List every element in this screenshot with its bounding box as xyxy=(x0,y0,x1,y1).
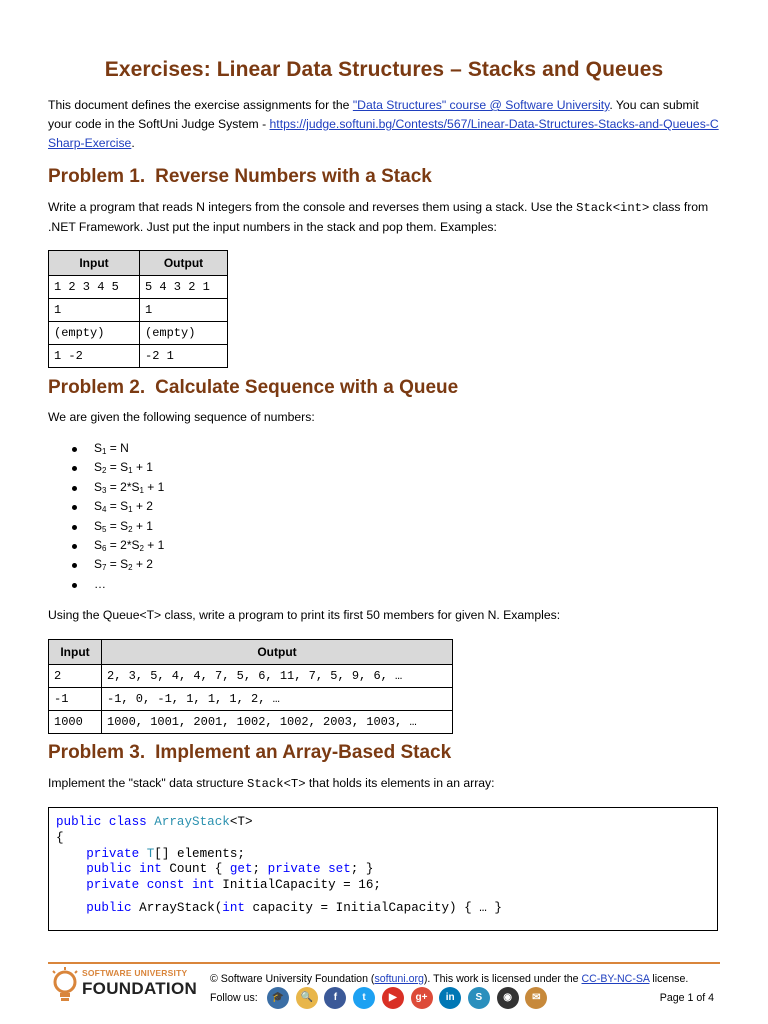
term-rhs: = N xyxy=(106,441,129,455)
code-text: ArrayStack( xyxy=(139,901,223,915)
problem-3-number: Problem 3. xyxy=(48,742,146,763)
table-row xyxy=(49,276,228,299)
term-symbol: S xyxy=(94,518,103,533)
term-symbol: S xyxy=(94,499,103,514)
follow-us-label: Follow us: xyxy=(210,992,258,1004)
social-glyph: ◉ xyxy=(503,992,512,1003)
term-rhs: = S xyxy=(106,499,129,514)
twitter-icon[interactable] xyxy=(353,987,375,1009)
term-rhs-post: + 1 xyxy=(143,537,165,552)
code-keyword: private const int xyxy=(56,878,223,892)
problem-1-desc-text: Write a program that reads N integers from the console and reverses them using a stack. Use the xyxy=(48,200,577,214)
term-rhs-post: + 1 xyxy=(132,460,153,475)
output-cell: -1, 0, -1, 1, 1, 1, 2, … xyxy=(102,688,453,711)
term-rhs-post: + 2 xyxy=(132,557,153,572)
table-row xyxy=(49,688,453,711)
social-glyph: g+ xyxy=(415,992,428,1003)
code-text: [] elements; xyxy=(154,847,245,861)
problem-1-description xyxy=(48,198,720,237)
problem-1-examples-table xyxy=(48,250,228,368)
input-cell: 1000 xyxy=(49,711,102,734)
term-symbol: … xyxy=(94,576,106,591)
code-text: Count { xyxy=(169,862,230,876)
softuni-search-icon[interactable] xyxy=(296,987,318,1009)
copyright-text: © Software University Foundation ( xyxy=(210,973,375,985)
term-index: 7 xyxy=(102,563,107,573)
code-text: capacity = InitialCapacity) { … } xyxy=(244,901,502,915)
stack-t-code: Stack<T> xyxy=(247,777,306,791)
code-line xyxy=(56,901,502,915)
problem-3-desc-text-2: that holds its elements in an array: xyxy=(305,776,495,790)
output-cell: 5 4 3 2 1 xyxy=(140,276,228,299)
term-ref: 2 xyxy=(139,543,144,553)
intro-text: This document defines the exercise assignments for the xyxy=(48,98,353,112)
term-rhs: = S xyxy=(106,518,129,533)
code-keyword: private set xyxy=(267,862,351,876)
logo-big-text: FOUNDATION xyxy=(82,979,198,998)
page-number: Page 1 of 4 xyxy=(659,992,714,1004)
term-index: 4 xyxy=(102,505,107,515)
code-text: ; } xyxy=(350,862,374,876)
footer-divider xyxy=(48,962,720,964)
term-index: 6 xyxy=(102,543,107,553)
social-glyph: ▶ xyxy=(388,992,397,1003)
softuni-site-link[interactable]: softuni.org xyxy=(374,973,424,985)
code-line xyxy=(56,815,253,829)
social-glyph: 🔍 xyxy=(300,992,313,1003)
term-ref: 1 xyxy=(128,466,133,476)
social-glyph: f xyxy=(333,992,338,1003)
copyright-text-2: ). This work is licensed under the xyxy=(423,973,582,985)
social-glyph: S xyxy=(475,992,483,1003)
term-rhs: = 2*S xyxy=(106,537,140,552)
copyright-line xyxy=(210,973,688,985)
slideshare-icon[interactable] xyxy=(468,987,490,1009)
term-index: 2 xyxy=(102,466,107,476)
intro-text-3: . xyxy=(131,136,135,150)
problem-1-title: Reverse Numbers with a Stack xyxy=(155,166,432,187)
problem-1-desc-text-2: class from .NET Framework. Just put the input numbers in the stack and pop them. Examples: xyxy=(48,200,709,234)
term-rhs: = S xyxy=(106,460,129,475)
logo-small-text: SOFTWARE UNIVERSITY xyxy=(82,968,188,978)
term-rhs-post: + 2 xyxy=(132,499,153,514)
youtube-icon[interactable] xyxy=(382,987,404,1009)
code-text: ; xyxy=(252,862,268,876)
document-title: Exercises: Linear Data Structures – Stacks and Queues xyxy=(104,58,664,81)
code-block xyxy=(48,807,718,931)
code-line xyxy=(56,878,381,892)
sequence-list xyxy=(64,439,164,594)
term-symbol: S xyxy=(94,479,103,494)
input-cell: 1 xyxy=(49,299,140,322)
input-cell: 1 2 3 4 5 xyxy=(49,276,140,299)
input-cell: (empty) xyxy=(49,322,140,345)
list-item xyxy=(64,439,164,458)
term-symbol: S xyxy=(94,441,103,455)
course-link[interactable]: "Data Structures" course @ Software University xyxy=(352,98,610,112)
problem-2-heading xyxy=(48,377,458,399)
term-rhs-post: + 1 xyxy=(143,479,165,494)
column-header: Output xyxy=(102,640,453,665)
problem-1-number: Problem 1. xyxy=(48,166,146,187)
table-header-row xyxy=(49,640,453,665)
softuni-foundation-logo xyxy=(48,965,198,1005)
term-rhs: = 2*S xyxy=(106,479,140,494)
code-type: T xyxy=(146,847,155,861)
code-line xyxy=(56,831,64,845)
term-ref: 2 xyxy=(128,524,133,534)
table-row xyxy=(49,299,228,322)
table-row xyxy=(49,345,228,368)
problem-2-examples-table xyxy=(48,639,453,734)
code-type: ArrayStack xyxy=(154,815,230,829)
stack-int-code: Stack<int> xyxy=(576,201,650,215)
code-keyword: int xyxy=(222,901,245,915)
term-symbol: S xyxy=(94,557,103,572)
code-keyword: public int xyxy=(56,862,170,876)
term-ref: 1 xyxy=(139,485,144,495)
code-text: { xyxy=(56,831,64,845)
problem-3-description xyxy=(48,774,720,794)
code-text: InitialCapacity = 16; xyxy=(222,878,381,892)
list-item xyxy=(64,536,164,555)
facebook-icon[interactable] xyxy=(324,987,346,1009)
column-header: Input xyxy=(49,251,140,276)
social-glyph: ✉ xyxy=(532,992,541,1003)
list-item xyxy=(64,575,164,594)
term-symbol: S xyxy=(94,537,103,552)
list-item xyxy=(64,458,164,477)
lightbulb-icon xyxy=(50,967,80,1003)
social-glyph: in xyxy=(445,992,455,1003)
input-cell: 2 xyxy=(49,665,102,688)
list-item xyxy=(64,497,164,516)
input-cell: 1 -2 xyxy=(49,345,140,368)
code-keyword: public xyxy=(56,901,140,915)
term-ref: 2 xyxy=(128,563,133,573)
list-item xyxy=(64,555,164,574)
problem-1-heading xyxy=(48,166,432,188)
code-line xyxy=(56,847,245,861)
term-index: 1 xyxy=(102,447,107,456)
output-cell: 2, 3, 5, 4, 4, 7, 5, 6, 11, 7, 5, 9, 6, … xyxy=(102,665,453,688)
softuni-cap-icon[interactable] xyxy=(267,987,289,1009)
code-keyword: private xyxy=(56,847,147,861)
table-row xyxy=(49,322,228,345)
column-header: Output xyxy=(140,251,228,276)
social-glyph: t xyxy=(362,992,366,1003)
problem-2-description-2: Using the Queue<T> class, write a program to print its first 50 members for given N. Examples: xyxy=(48,608,561,622)
output-cell: 1 xyxy=(140,299,228,322)
copyright-text-3: license. xyxy=(649,973,689,985)
output-cell: (empty) xyxy=(140,322,228,345)
term-index: 5 xyxy=(102,524,107,534)
email-icon[interactable] xyxy=(525,987,547,1009)
output-cell: -2 1 xyxy=(140,345,228,368)
problem-2-number: Problem 2. xyxy=(48,377,146,398)
problem-3-desc-text: Implement the "stack" data structure xyxy=(48,776,247,790)
column-header: Input xyxy=(49,640,102,665)
license-link[interactable]: CC-BY-NC-SA xyxy=(581,973,650,985)
table-row xyxy=(49,711,453,734)
term-index: 3 xyxy=(102,485,107,495)
code-line xyxy=(56,862,373,876)
problem-2-description: We are given the following sequence of numbers: xyxy=(48,410,315,424)
term-symbol: S xyxy=(94,460,103,475)
problem-3-title: Implement an Array-Based Stack xyxy=(155,742,452,763)
google-plus-icon[interactable] xyxy=(411,987,433,1009)
intro-text-2: . You can submit your code in the SoftUni Judge System - xyxy=(48,98,699,131)
list-item xyxy=(64,478,164,497)
code-text: <T> xyxy=(229,815,253,829)
linkedin-icon[interactable] xyxy=(439,987,461,1009)
term-rhs: = S xyxy=(106,557,129,572)
term-rhs-post: + 1 xyxy=(132,518,153,533)
problem-2-title: Calculate Sequence with a Queue xyxy=(155,377,459,398)
term-ref: 1 xyxy=(128,505,133,515)
table-row xyxy=(49,665,453,688)
table-header-row xyxy=(49,251,228,276)
list-item xyxy=(64,517,164,536)
output-cell: 1000, 1001, 2001, 1002, 1002, 2003, 1003, … xyxy=(102,711,453,734)
code-keyword: get xyxy=(229,862,253,876)
problem-3-heading xyxy=(48,742,451,764)
github-icon[interactable] xyxy=(497,987,519,1009)
social-glyph: 🎓 xyxy=(271,992,285,1003)
intro-paragraph xyxy=(48,96,720,153)
code-keyword: public class xyxy=(56,815,155,829)
input-cell: -1 xyxy=(49,688,102,711)
judge-link[interactable]: https://judge.softuni.bg/Contests/567/Linear-Data-Structures-Stacks-and-Queues-CSharp-Exercise xyxy=(48,117,719,150)
